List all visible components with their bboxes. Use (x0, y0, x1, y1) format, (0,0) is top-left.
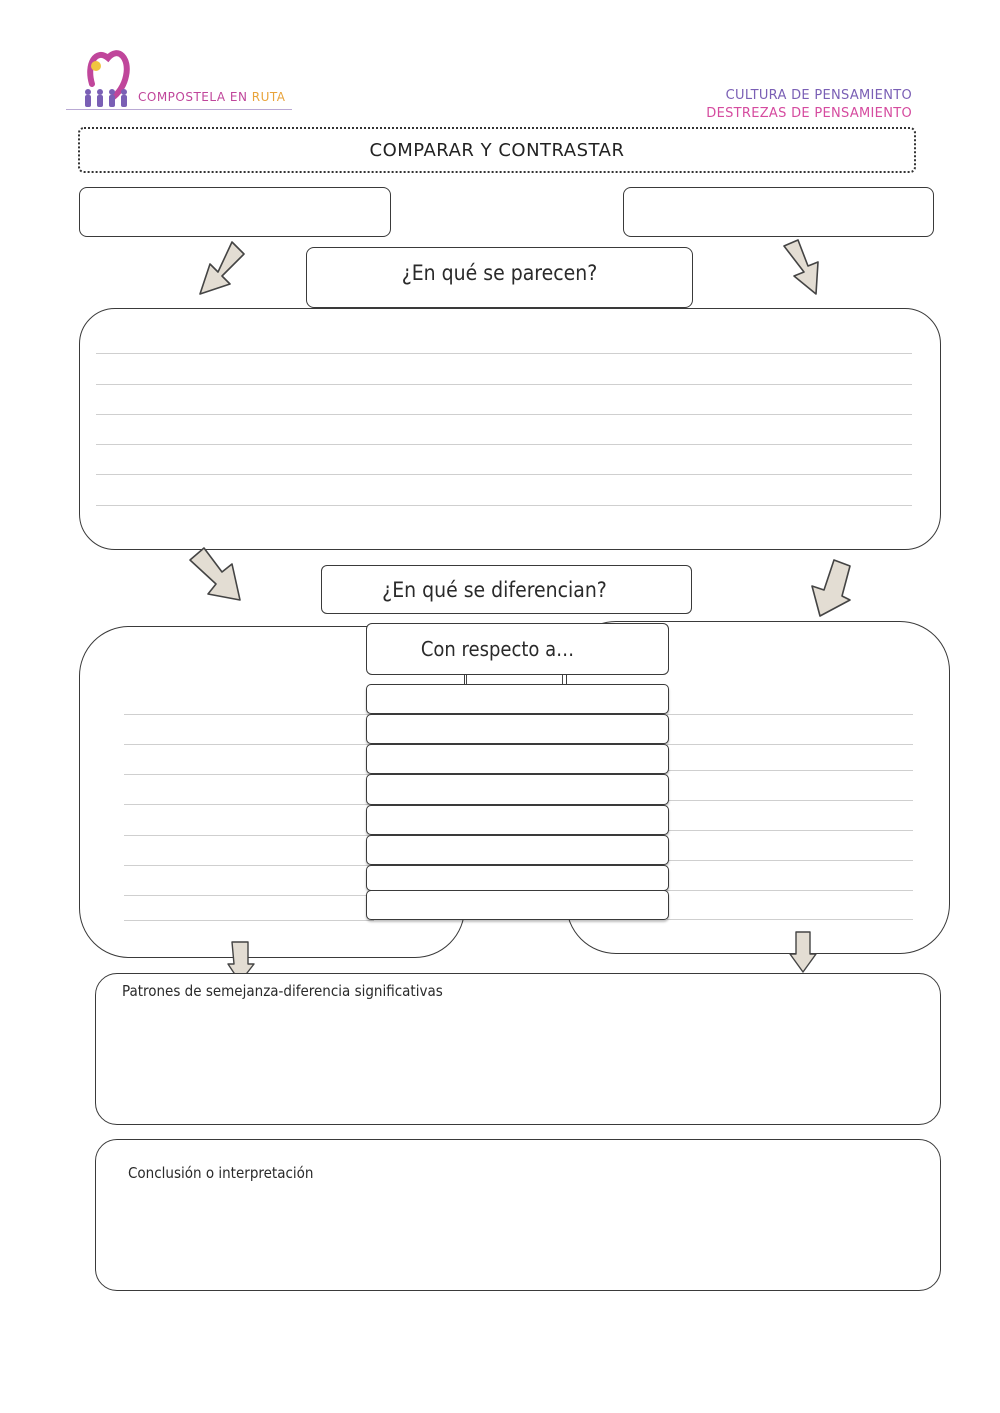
similarities-label-box (306, 247, 693, 308)
writing-line (96, 384, 912, 385)
logo-heart-icon (78, 44, 138, 110)
criteria-input[interactable] (366, 744, 669, 774)
conclusion-box[interactable] (95, 1139, 941, 1291)
with-respect-to-label: Con respecto a… (420, 637, 575, 661)
header-skills-text: DESTREZAS DE PENSAMIENTO (706, 106, 912, 121)
writing-line (667, 860, 913, 861)
writing-line (667, 919, 913, 920)
logo (78, 44, 138, 110)
logo-underline (66, 109, 292, 110)
criteria-input[interactable] (366, 805, 669, 835)
logo-text-ruta: RUTA (251, 90, 286, 104)
writing-line (124, 895, 374, 896)
header-culture-text: CULTURA DE PENSAMIENTO (725, 88, 912, 103)
logo-text (138, 90, 286, 104)
writing-line (96, 474, 912, 475)
differences-label-box (321, 565, 692, 614)
writing-line (96, 414, 912, 415)
writing-line (667, 744, 913, 745)
criteria-input[interactable] (366, 774, 669, 805)
writing-line (667, 800, 913, 801)
writing-line (667, 890, 913, 891)
page-title-box (78, 127, 916, 173)
criteria-input[interactable] (366, 865, 669, 891)
item-a-input-box[interactable] (79, 187, 391, 237)
writing-line (667, 830, 913, 831)
writing-line (96, 353, 912, 354)
logo-text-compostela: COMPOSTELA (138, 90, 226, 104)
writing-line (96, 505, 912, 506)
page-title: COMPARAR Y CONTRASTAR (369, 139, 625, 161)
writing-line (124, 714, 374, 715)
criteria-input[interactable] (366, 835, 669, 865)
arrow-down-icon (788, 930, 818, 974)
writing-line (667, 770, 913, 771)
criteria-input[interactable] (366, 684, 669, 714)
arrow-down-right-icon (186, 544, 246, 606)
similarities-label: ¿En qué se parecen? (401, 260, 598, 285)
patterns-label: Patrones de semejanza-diferencia significativas (122, 982, 443, 1000)
conclusion-label: Conclusión o interpretación (128, 1164, 314, 1182)
patterns-box[interactable] (95, 973, 941, 1125)
logo-text-en: EN (229, 90, 248, 104)
writing-line (124, 920, 374, 921)
criteria-input[interactable] (366, 890, 669, 920)
writing-line (124, 744, 374, 745)
arrow-down-left-icon (192, 238, 248, 300)
criteria-input[interactable] (366, 714, 669, 744)
arrow-down-right-icon (778, 236, 834, 298)
writing-line (124, 835, 374, 836)
differences-label: ¿En qué se diferencian? (382, 577, 607, 602)
similarities-box[interactable] (79, 308, 941, 550)
writing-line (96, 444, 912, 445)
writing-line (124, 774, 374, 775)
item-b-input-box[interactable] (623, 187, 934, 237)
with-respect-to-label-box (366, 623, 669, 675)
arrow-down-left-icon (804, 556, 854, 620)
writing-line (124, 804, 374, 805)
writing-line (667, 714, 913, 715)
writing-line (124, 865, 374, 866)
